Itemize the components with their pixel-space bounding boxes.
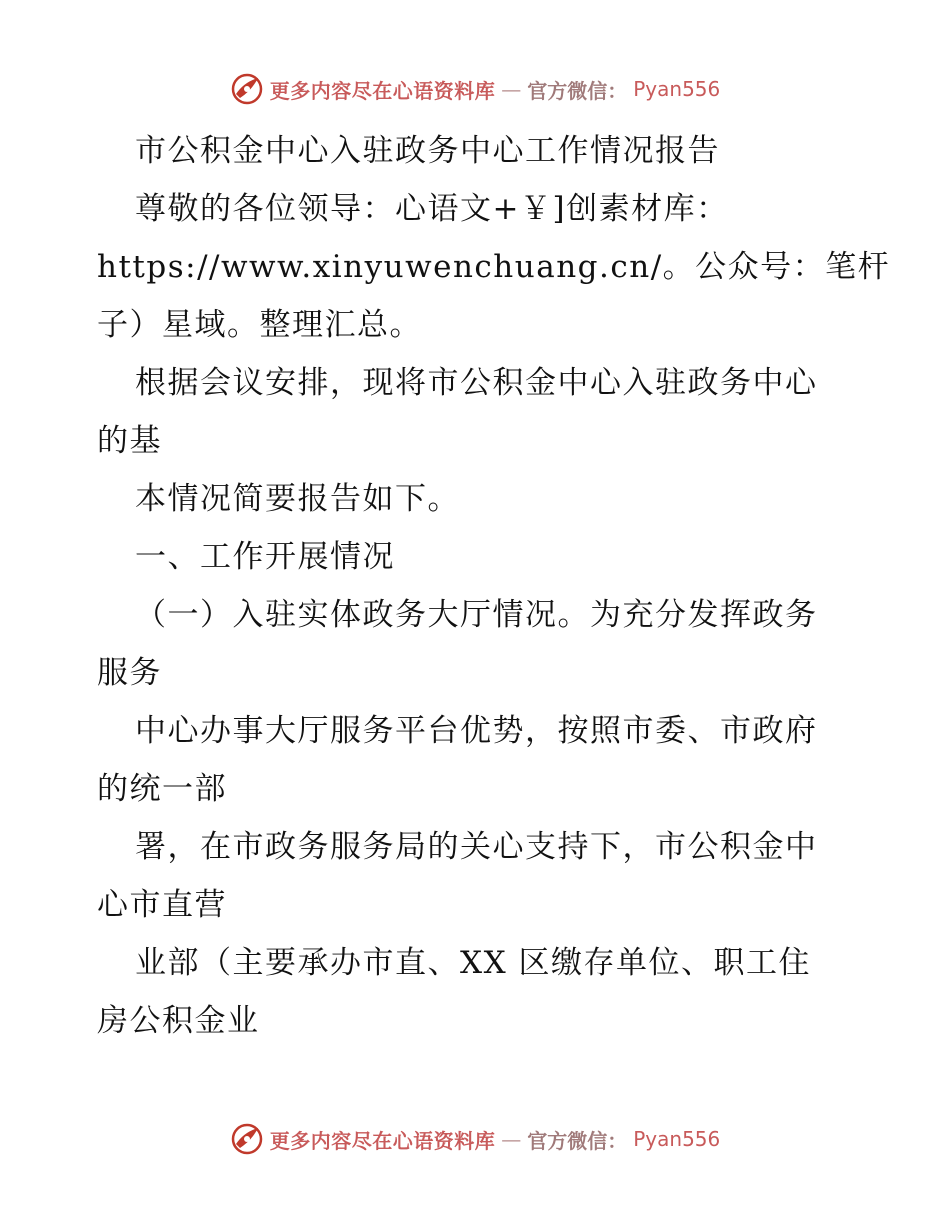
paragraph-line: 署，在市政务服务局的关心支持下，市公积金中: [135, 829, 818, 865]
footer-watermark: [0, 1122, 950, 1156]
pen-nib-circle-icon: [230, 1122, 264, 1156]
paragraph-line: 服务: [97, 655, 162, 691]
watermark-wechat-id: Pyan556: [633, 77, 721, 101]
paragraph-line: 的基: [97, 423, 162, 459]
watermark-wechat-label: 官方微信：: [527, 1128, 628, 1153]
paragraph-line: 尊敬的各位领导：心语文+￥]创素材库：: [135, 191, 729, 227]
paragraph-line: 本情况简要报告如下。: [135, 481, 460, 517]
paragraph-line: （一）入驻实体政务大厅情况。为充分发挥政务: [135, 597, 818, 633]
paragraph-line: 心市直营: [97, 887, 227, 923]
paragraph-line: 子）星域。整理汇总。: [97, 307, 422, 343]
paragraph-line: 一、工作开展情况: [135, 539, 395, 575]
paragraph-line: 的统一部: [97, 771, 227, 807]
paragraph-line: 业部（主要承办市直、XX 区缴存单位、职工住: [135, 945, 811, 981]
document-title: 市公积金中心入驻政务中心工作情况报告: [135, 133, 720, 169]
paragraph-line: 房公积金业: [97, 1003, 260, 1039]
header-watermark: [0, 72, 950, 106]
paragraph-line: https://www.xinyuwenchuang.cn/。公众号：笔杆: [97, 249, 891, 285]
watermark-wechat-id: Pyan556: [633, 1127, 721, 1151]
pen-nib-circle-icon: [230, 72, 264, 106]
watermark-dash: —: [501, 77, 522, 101]
paragraph-line: 中心办事大厅服务平台优势，按照市委、市政府: [135, 713, 818, 749]
document-body: [97, 122, 891, 1050]
paragraph-line: 根据会议安排，现将市公积金中心入驻政务中心: [135, 365, 818, 401]
watermark-dash: —: [501, 1127, 522, 1151]
watermark-site-text: 更多内容尽在心语资料库: [269, 78, 496, 103]
watermark-site-text: 更多内容尽在心语资料库: [269, 1128, 496, 1153]
watermark-wechat-label: 官方微信：: [527, 78, 628, 103]
